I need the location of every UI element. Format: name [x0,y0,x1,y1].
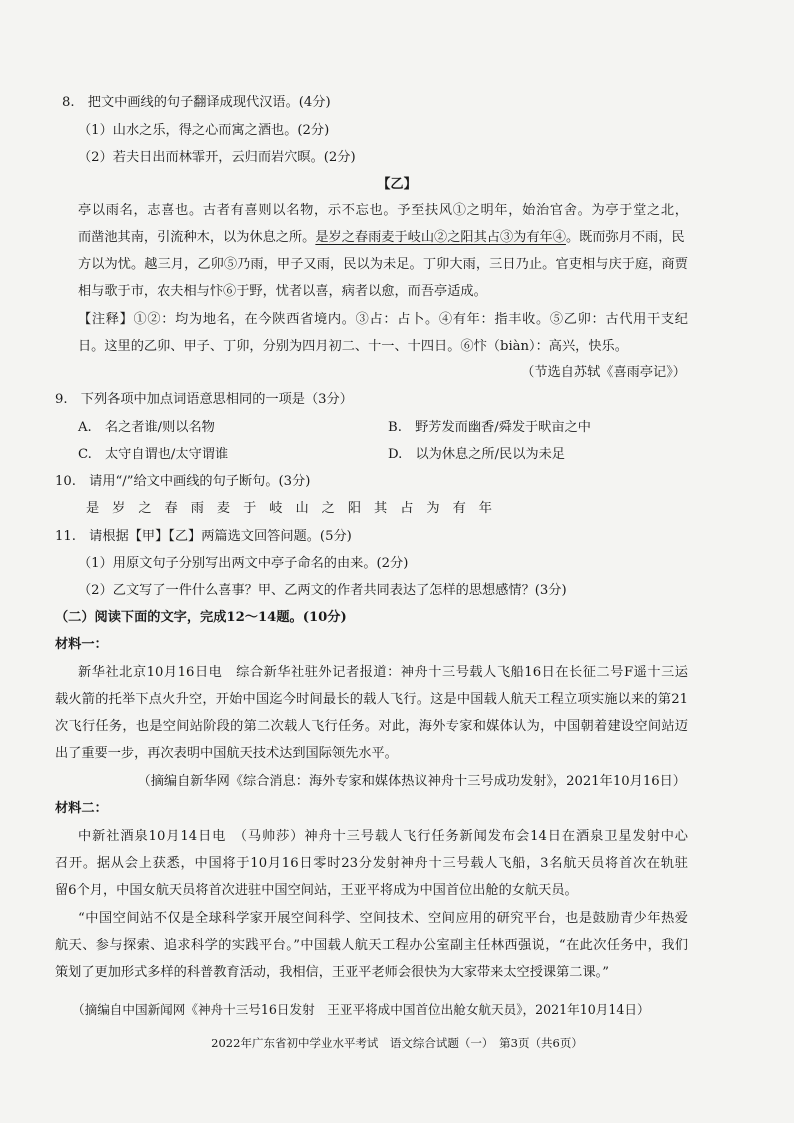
page-footer: 2022年广东省初中学业水平考试 语文综合试题（一） 第3页（共6页） [211,1036,583,1050]
q9-option-b: B. 野芳发而幽香/舜发于畎亩之中 [388,420,591,435]
material1-line: 载火箭的托举下点火升空，开始中国迄今时间最长的载人飞行。这是中国载人航天工程立项实施以来的第21 [55,692,688,707]
passage-line: 亭以雨名，志喜也。古者有喜则以名物，示不忘也。予至扶风①之明年，始治官舍。为亭于堂之北， [78,203,688,218]
material1-source: （摘编自新华网《综合消息：海外专家和媒体热议神舟十三号成功发射》，2021年10月16日） [137,774,686,789]
annotation-line: 日。这里的乙卯、甲子、丁卯，分别为四月初二、十一、十四日。⑥忭（biàn）：高兴，快乐。 [78,339,628,354]
q11-sub1: （1）用原文句子分别写出两文中亭子命名的由来。(2分) [78,556,409,571]
material2-line: 召开。据从会上获悉，中国将于10月16日零时23分发射神舟十三号载人飞船，3名航天员将首次在轨驻 [55,856,688,871]
q10-sentence: 是岁之春雨麦于岐山之阳其占为有年 [86,501,505,516]
passage-text: 。既而弥月不雨，民 [565,230,685,245]
q9-option-d: D. 以为休息之所/民以为未足 [388,447,565,462]
material2-source: （摘编自中国新闻网《神舟十三号16日发射 王亚平将成中国首位出舱女航天员》，2021年10月14日） [72,1002,650,1017]
material1-line: 出了重要一步，再次表明中国航天技术达到国际领先水平。 [55,746,398,761]
passage-source: （节选自苏轼《喜雨亭记》） [521,365,686,380]
q8-stem: 8. 把文中画线的句子翻译成现代汉语。(4分) [62,95,331,110]
q8-sub2: （2）若夫日出而林霏开，云归而岩穴暝。(2分) [78,150,356,165]
q11-stem: 11. 请根据【甲】【乙】两篇选文回答问题。(5分) [55,529,352,544]
annotation-line: 【注释】①②：均为地名，在今陕西省境内。③占：占卜。④有年：指丰收。⑤乙卯：古代用干支纪 [78,312,688,327]
material1-line: 新华社北京10月16日电 综合新华社驻外记者报道：神舟十三号载人飞船16日在长征二号F遥十三运 [78,665,688,680]
underlined-sentence: 是岁之春雨麦于岐山②之阳其占③为有年④ [315,230,566,245]
q9-stem: 9. 下列各项中加点词语意思相同的一项是（3分） [55,392,353,407]
q8-sub1: （1）山水之乐，得之心而寓之酒也。(2分) [78,123,330,138]
passage-line: 相与歌于市，农夫相与忭⑥于野，忧者以喜，病者以愈，而吾亭适成。 [78,284,487,299]
material2-line: “中国空间站不仅是全球科学家开展空间科学、空间技术、空间应用的研究平台，也是鼓励青少年热爱 [78,911,688,926]
passage-title: 【乙】 [377,177,417,192]
material2-line: 策划了更加形式多样的科普教育活动，我相信，王亚平老师会很快为大家带来太空授课第二课。” [55,965,610,980]
section-heading: （二）阅读下面的文字，完成12～14题。(10分) [55,610,347,625]
q9-option-a: A. 名之者谁/则以名物 [78,420,215,435]
material2-line: 航天、参与探索、追求科学的实践平台。”中国载人航天工程办公室副主任林西强说，“在此次任务中，我们 [55,938,688,953]
q9-option-c: C. 太守自谓也/太守谓谁 [78,447,229,462]
passage-text: 而凿池其南，引流种木，以为休息之所。 [78,230,316,245]
material2-label: 材料二： [55,801,108,816]
material2-line: 中新社酒泉10月14日电 （马帅莎）神舟十三号载人飞行任务新闻发布会14日在酒泉卫星发射中心 [78,829,688,844]
passage-line: 方以为忧。越三月，乙卯⑤乃雨，甲子又雨，民以为未足。丁卯大雨，三日乃止。官吏相与庆于庭，商贾 [78,257,688,272]
q11-sub2: （2）乙文写了一件什么喜事？甲、乙两文的作者共同表达了怎样的思想感情？(3分) [78,583,567,598]
passage-line [78,229,685,247]
material1-line: 次飞行任务，也是空间站阶段的第二次载人飞行任务。对此，海外专家和媒体认为，中国朝着建设空间站迈 [55,719,688,734]
material1-label: 材料一： [55,637,108,652]
q10-stem: 10. 请用“/”给文中画线的句子断句。(3分) [55,474,311,489]
material2-line: 留6个月，中国女航天员将首次进驻中国空间站，王亚平将成为中国首位出舱的女航天员。 [55,883,578,898]
